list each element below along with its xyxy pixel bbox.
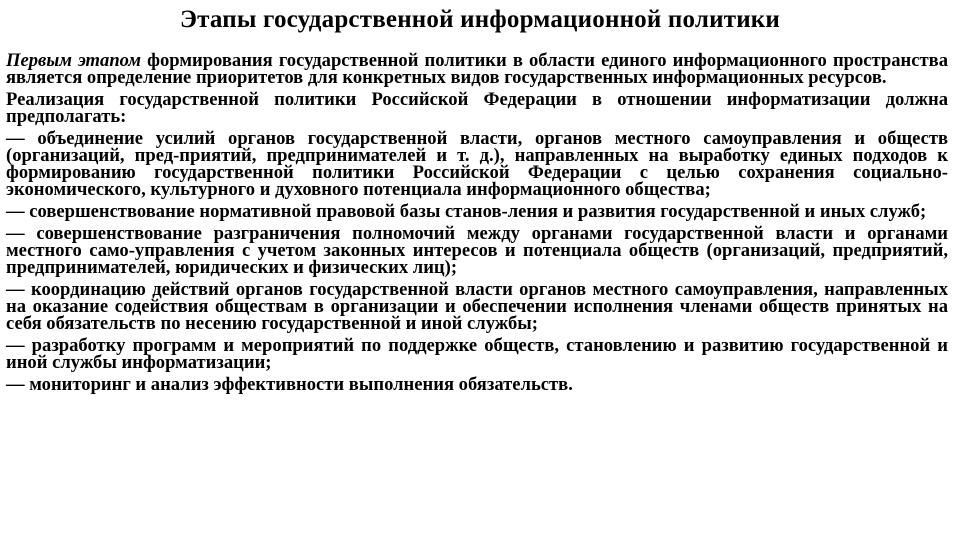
paragraph-implementation: Реализация государственной политики Российской Федерации в отношении информатизации должна предполагать: <box>6 89 948 127</box>
intro-lead: Первым этапом <box>6 50 141 71</box>
list-item-monitoring: — мониторинг и анализ эффективности выполнения обязательств. <box>6 374 573 395</box>
list-item-legal-base: — совершенствование нормативной правовой базы станов-ления и развития государственной и иных служб; <box>6 201 927 222</box>
list-item-coordination: — координацию действий органов государственной власти органов местного самоуправления, направленных на оказание содействия обществам в организации и обеспечении исполнения членами обществ принятых на себя обязательств по несению государственной и иной службы; <box>6 279 948 334</box>
slide-body <box>6 52 948 398</box>
list-item-powers: — совершенствование разграничения полномочий между органами государственной власти и органами местного само-управления с учетом законных интересов и потенциала обществ (организаций, предприятий, предпринимателей, юридических и физических лиц); <box>6 223 948 278</box>
intro-paragraph <box>6 52 948 86</box>
list-item-unification: — объединение усилий органов государственной власти, органов местного самоуправления и обществ (организаций, пред-приятий, предпринимателей и т. д.), направленных на выработку единых подходов к формированию государственной политики Российской Федерации с целью сохранения социально-экономического, культурного и духовного потенциала информационного общества; <box>6 128 948 200</box>
list-item-programs: — разработку программ и мероприятий по поддержке обществ, становлению и развитию государственной и иной службы информатизации; <box>6 335 948 373</box>
slide-title: Этапы государственной информационной политики <box>179 6 781 33</box>
intro-text: формирования государственной политики в области единого информационного пространства является определение приоритетов для конкретных видов государственных информационных ресурсов. <box>6 50 948 88</box>
